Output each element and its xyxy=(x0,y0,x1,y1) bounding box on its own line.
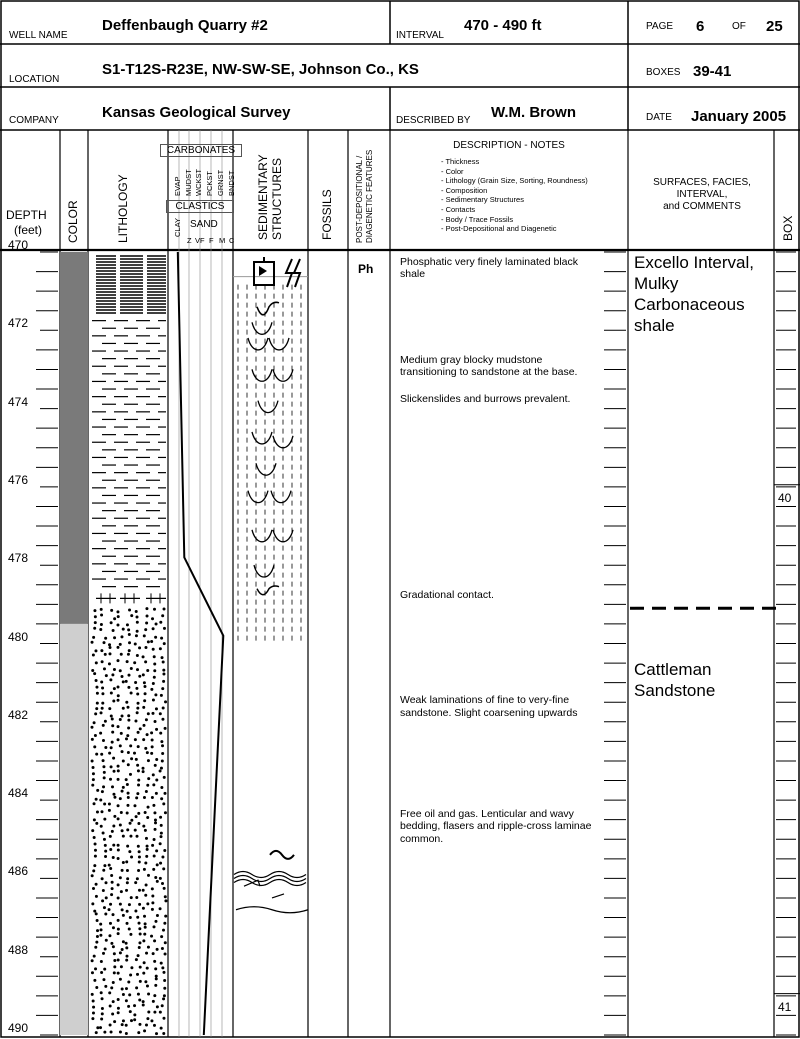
depth-label: 484 xyxy=(8,786,29,801)
clay-label: CLAY xyxy=(173,217,182,237)
color-heading: COLOR xyxy=(66,200,80,243)
surfaces-heading-line: INTERVAL, xyxy=(676,189,728,200)
depth-unit: (feet) xyxy=(14,223,43,237)
clastics-heading: CLASTICS xyxy=(166,200,234,213)
of-label: OF xyxy=(732,21,746,32)
sand-size-c: C xyxy=(229,236,235,245)
box-number: 40 xyxy=(778,490,792,505)
date-label: DATE xyxy=(646,112,672,123)
well-name-label: WELL NAME xyxy=(9,30,68,41)
checklist-item: - Post-Depositional and Diagenetic xyxy=(441,224,557,234)
checklist-item: - Color xyxy=(441,166,464,176)
checklist-item: - Contacts xyxy=(441,204,476,214)
description-heading: DESCRIPTION - NOTES xyxy=(453,140,565,151)
page-label: PAGE xyxy=(646,21,674,32)
depth-label: 488 xyxy=(8,942,29,957)
boxes-label: BOXES xyxy=(646,67,681,78)
described-by: W.M. Brown xyxy=(491,104,576,121)
carbonate-mudst: MUDST xyxy=(184,169,193,196)
company-label: COMPANY xyxy=(9,115,59,126)
sand-heading: SAND xyxy=(190,219,218,230)
description-note: Medium gray blocky mudstone transitioning to sandstone at the base. xyxy=(400,353,578,379)
checklist-item: - Composition xyxy=(441,185,488,195)
depth-label: 472 xyxy=(8,316,29,331)
depth-label: 486 xyxy=(8,864,29,879)
sand-size-vf: VF xyxy=(195,236,205,245)
carbonate-pckst: PCKST xyxy=(205,170,214,196)
depth-label: 490 xyxy=(8,1021,29,1035)
description-note: Weak laminations of fine to very-fine sandstone. Slight coarsening upwards xyxy=(400,694,578,719)
boxes: 39-41 xyxy=(693,63,732,80)
carbonates-heading: CARBONATES xyxy=(160,144,242,157)
box-number: 41 xyxy=(778,999,792,1014)
description-note: Phosphatic very finely laminated black shale xyxy=(400,255,579,281)
depth-label: 480 xyxy=(8,629,29,644)
checklist-item: - Lithology (Grain Size, Sorting, Roundness) xyxy=(441,176,588,186)
facies-comment: Cattleman Sandstone xyxy=(634,660,716,701)
description-note: Free oil and gas. Lenticular and wavy bedding, flasers and ripple-cross laminae common. xyxy=(400,807,592,845)
diagenetic-phosphate-label: Ph xyxy=(358,261,374,276)
sand-size-z: Z xyxy=(187,236,192,245)
described-by-label: DESCRIBED BY xyxy=(396,115,471,126)
surfaces-heading-line: SURFACES, FACIES, xyxy=(653,177,751,188)
sed-structures-heading-2: STRUCTURES xyxy=(270,157,284,240)
depth-heading: DEPTH xyxy=(6,208,47,222)
page-total: 25 xyxy=(766,18,783,35)
interval-label: INTERVAL xyxy=(396,30,444,41)
carbonate-evap: EVAP xyxy=(173,176,182,196)
well-name: Deffenbaugh Quarry #2 xyxy=(102,17,268,34)
description-note: Slickenslides and burrows prevalent. xyxy=(400,392,571,405)
checklist-item: - Body / Trace Fossils xyxy=(441,214,514,224)
depth-label: 482 xyxy=(8,707,29,722)
facies-comment: Excello Interval, Mulky Carbonaceous shale xyxy=(634,252,754,335)
surfaces-heading-line: and COMMENTS xyxy=(663,201,741,212)
postdep-heading-2: DIAGENETIC FEATURES xyxy=(365,149,374,243)
depth-label: 470 xyxy=(8,238,29,252)
carbonate-wckst: WCKST xyxy=(194,168,203,196)
sed-structures-heading-1: SEDIMENTARY xyxy=(256,154,270,240)
box-heading: BOX xyxy=(781,215,795,241)
sand-size-m: M xyxy=(219,236,226,245)
date: January 2005 xyxy=(691,108,787,125)
lithology-heading: LITHOLOGY xyxy=(116,174,130,243)
fossils-heading: FOSSILS xyxy=(320,189,334,240)
location-label: LOCATION xyxy=(9,74,60,85)
page-number: 6 xyxy=(696,18,705,35)
checklist-item: - Sedimentary Structures xyxy=(441,195,524,205)
location: S1-T12S-R23E, NW-SW-SE, Johnson Co., KS xyxy=(102,61,419,78)
sand-size-f: F xyxy=(209,236,214,245)
depth-label: 474 xyxy=(8,394,29,409)
depth-label: 478 xyxy=(8,551,29,566)
interval: 470 - 490 ft xyxy=(464,17,542,34)
depth-label: 476 xyxy=(8,472,29,487)
checklist-item: - Thickness xyxy=(441,157,480,166)
postdep-heading-1: POST-DEPOSITIONAL / xyxy=(355,155,364,243)
company: Kansas Geological Survey xyxy=(102,104,291,121)
carbonate-bndst: BNDST xyxy=(227,170,236,196)
description-note: Gradational contact. xyxy=(400,588,494,601)
carbonate-grnst: GRNST xyxy=(216,169,225,196)
